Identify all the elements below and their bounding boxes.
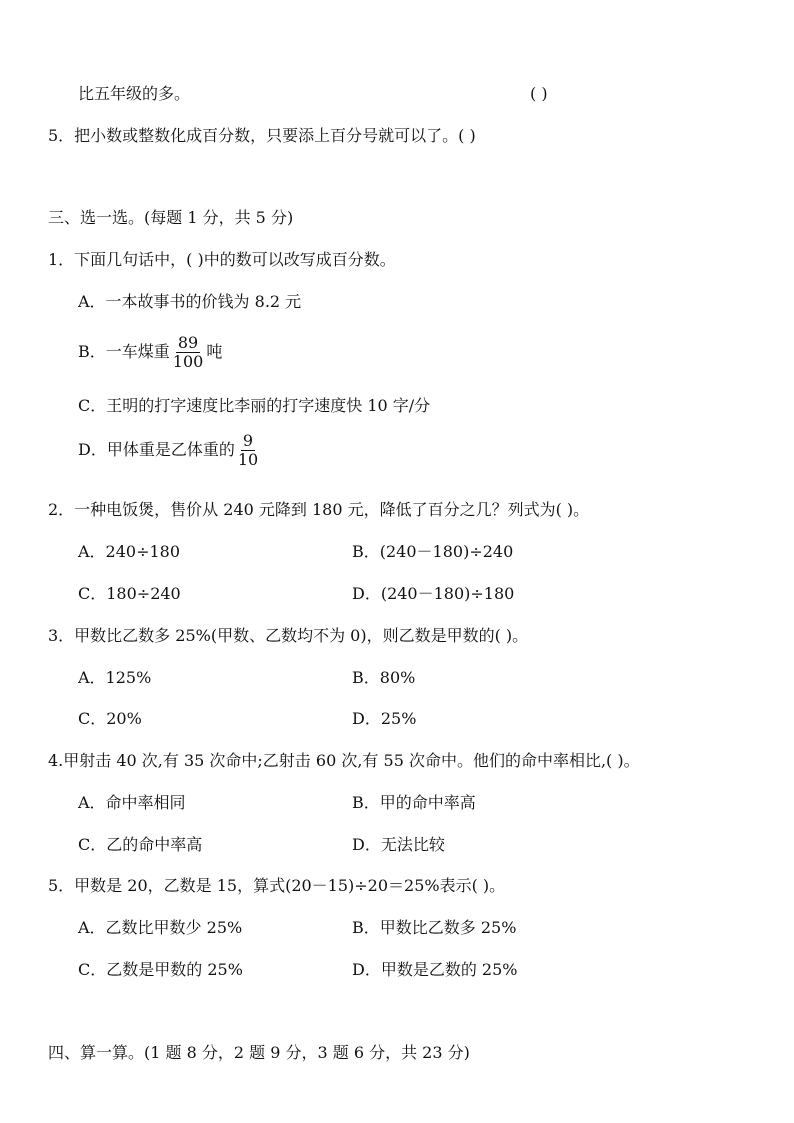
q2-option-a[interactable]: A．240÷180 xyxy=(78,542,181,561)
judge-question-5: 5．把小数或整数化成百分数，只要添上百分号就可以了。( ) xyxy=(48,126,476,145)
q1-option-a[interactable]: A．一本故事书的价钱为 8.2 元 xyxy=(78,292,302,311)
mc-question-3-stem: 3．甲数比乙数多 25%(甲数、乙数均不为 0)，则乙数是甲数的( )。 xyxy=(48,626,529,645)
q5-option-a[interactable]: A．乙数比甲数少 25% xyxy=(78,918,243,937)
section-4-heading: 四、算一算。(1 题 8 分，2 题 9 分，3 题 6 分，共 23 分) xyxy=(48,1043,470,1062)
q2-option-b[interactable]: B．(240－180)÷240 xyxy=(352,542,514,561)
mc-question-4-stem: 4.甲射击 40 次,有 35 次命中;乙射击 60 次,有 55 次命中。他们的命中率相比,( )。 xyxy=(48,751,640,770)
answer-paren[interactable]: ( ) xyxy=(530,84,548,103)
q5-option-b[interactable]: B．甲数比乙数多 25% xyxy=(352,918,517,937)
fraction xyxy=(171,334,206,371)
fraction-numerator: 9 xyxy=(242,431,254,450)
fraction-denominator: 10 xyxy=(237,450,259,469)
q1-option-b-unit: 吨 xyxy=(206,342,223,361)
q1-option-b-text: B．一车煤重 xyxy=(78,342,170,361)
fraction xyxy=(236,432,260,469)
section-3-heading: 三、选一选。(每题 1 分，共 5 分) xyxy=(48,208,294,227)
q3-option-c[interactable]: C．20% xyxy=(78,709,142,728)
q4-option-b[interactable]: B．甲的命中率高 xyxy=(352,793,476,812)
fraction-numerator: 89 xyxy=(177,333,199,352)
fraction-denominator: 100 xyxy=(172,352,204,371)
q1-option-b[interactable] xyxy=(78,334,222,371)
q1-option-d[interactable] xyxy=(78,432,261,469)
q5-option-d[interactable]: D．甲数是乙数的 25% xyxy=(352,960,518,979)
q4-option-a[interactable]: A．命中率相同 xyxy=(78,793,186,812)
mc-question-1-stem: 1．下面几句话中，( )中的数可以改写成百分数。 xyxy=(48,250,396,269)
q4-option-c[interactable]: C．乙的命中率高 xyxy=(78,835,203,854)
q1-option-d-text: D．甲体重是乙体重的 xyxy=(78,440,235,459)
q2-option-d[interactable]: D．(240－180)÷180 xyxy=(352,584,515,603)
q3-option-b[interactable]: B．80% xyxy=(352,668,416,687)
mc-question-2-stem: 2．一种电饭煲，售价从 240 元降到 180 元，降低了百分之几？列式为( )。 xyxy=(48,500,590,519)
q3-option-a[interactable]: A．125% xyxy=(78,668,152,687)
q4-option-d[interactable]: D．无法比较 xyxy=(352,835,445,854)
q5-option-c[interactable]: C．乙数是甲数的 25% xyxy=(78,960,243,979)
prev-question-continuation: 比五年级的多。 xyxy=(78,84,191,103)
q2-option-c[interactable]: C．180÷240 xyxy=(78,584,181,603)
q1-option-c[interactable]: C．王明的打字速度比李丽的打字速度快 10 字/分 xyxy=(78,396,431,415)
q3-option-d[interactable]: D．25% xyxy=(352,709,417,728)
mc-question-5-stem: 5．甲数是 20，乙数是 15，算式(20－15)÷20＝25%表示( )。 xyxy=(48,876,506,895)
